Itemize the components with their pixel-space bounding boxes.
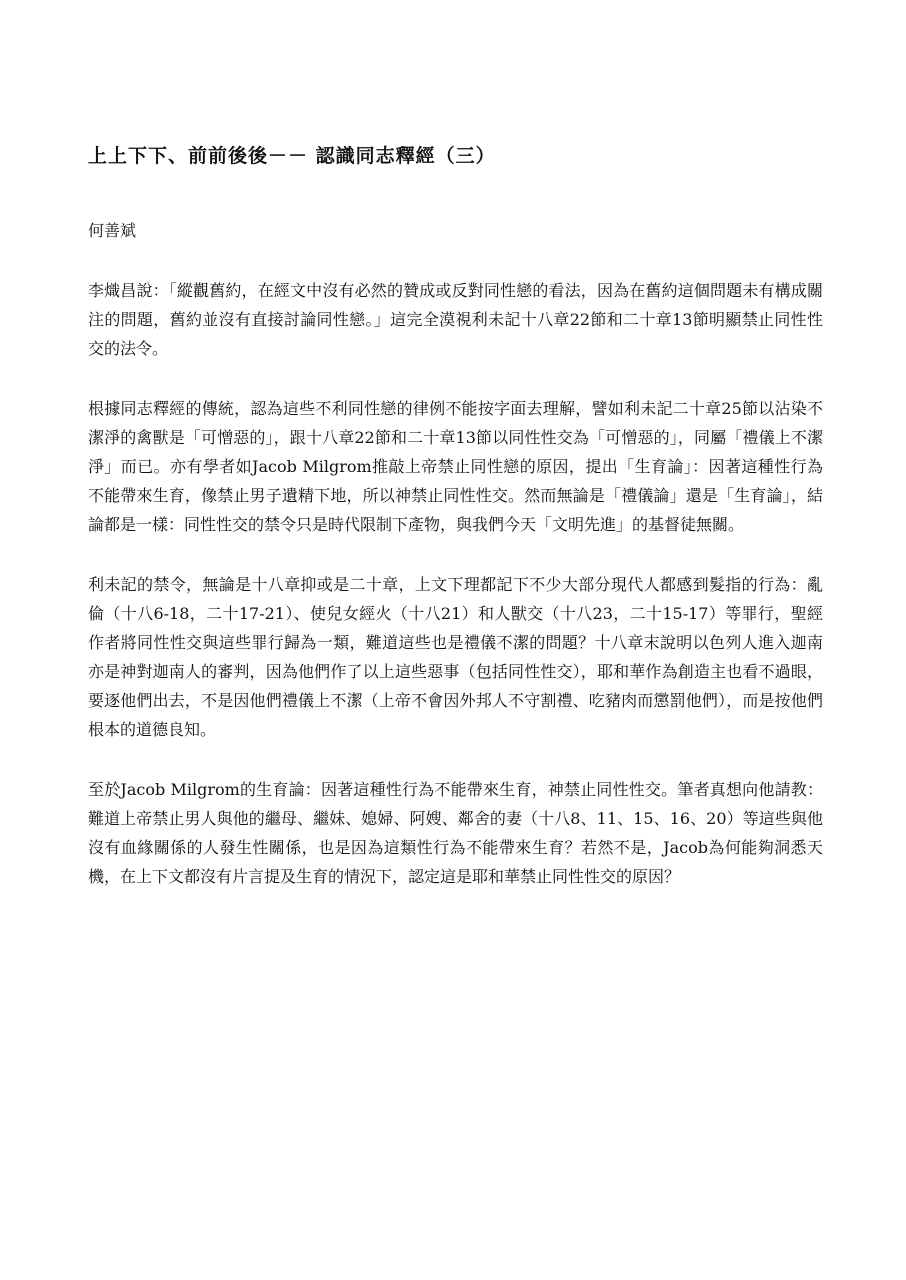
paragraph-2: 根據同志釋經的傳統，認為這些不利同性戀的律例不能按字面去理解，譬如利未記二十章25節以沾染不潔淨的禽獸是「可憎惡的」，跟十八章22節和二十章13節以同性性交為「可憎惡的」，同屬「禮儀上不潔淨」而已。亦有學者如Jacob Milgrom推敲上帝禁止同性戀的原因，提出「生育論」：因著這種性行為不能帶來生育，像禁止男子遺精下地，所以神禁止同性性交。然而無論是「禮儀論」還是「生育論」，結論都是一樣：同性性交的禁令只是時代限制下產物，與我們今天「文明先進」的基督徒無關。 — [88, 399, 823, 534]
author-name: 何善斌 — [88, 221, 137, 240]
paragraph-1: 李熾昌說：「縱觀舊約，在經文中沒有必然的贊成或反對同性戀的看法，因為在舊約這個問題未有構成關注的問題，舊約並沒有直接討論同性戀。」這完全漠視利未記十八章22節和二十章13節明顯禁止同性性交的法令。 — [88, 281, 823, 358]
document-page — [88, 140, 823, 922]
document-title: 上上下下、前前後後－－ 認識同志釋經（三） — [88, 145, 496, 167]
paragraph-4: 至於Jacob Milgrom的生育論：因著這種性行為不能帶來生育，神禁止同性性交。筆者真想向他請教：難道上帝禁止男人與他的繼母、繼妹、媳婦、阿嫂、鄰舍的妻（十八8、11、15、16、20）等這些與他沒有血緣關係的人發生性關係，也是因為這類性行為不能帶來生育？若然不是，Jacob為何能夠洞悉天機，在上下文都沒有片言提及生育的情況下，認定這是耶和華禁止同性性交的原因？ — [88, 780, 823, 886]
paragraph-3: 利未記的禁令，無論是十八章抑或是二十章，上文下理都記下不少大部分現代人都感到髮指的行為：亂倫（十八6-18，二十17-21）、使兒女經火（十八21）和人獸交（十八23，二十15-17）等罪行，聖經作者將同性性交與這些罪行歸為一類，難道這些也是禮儀不潔的問題？十八章末說明以色列人進入迦南亦是神對迦南人的審判，因為他們作了以上這些惡事（包括同性性交），耶和華作為創造主也看不過眼，要逐他們出去，不是因他們禮儀上不潔（上帝不會因外邦人不守割禮、吃豬肉而懲罰他們），而是按他們根本的道德良知。 — [88, 575, 823, 739]
